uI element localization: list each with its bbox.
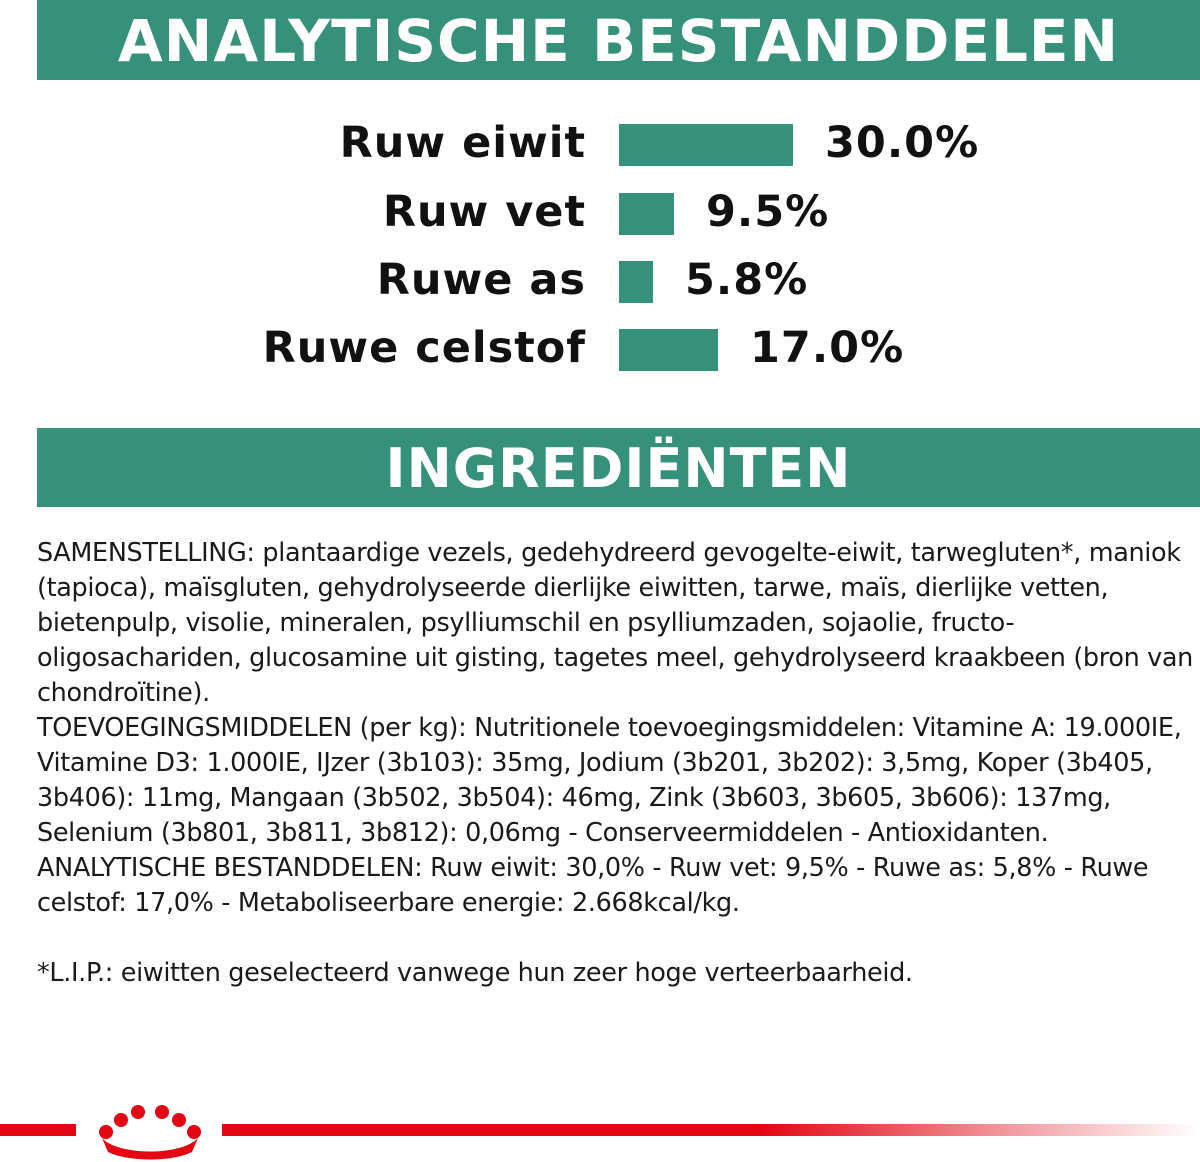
analysis-row-ruw-vet	[0, 187, 1200, 247]
analysis-row-ruwe-as	[0, 255, 1200, 315]
analysis-label: Ruw vet	[382, 187, 586, 237]
footnote: *L.I.P.: eiwitten geselecteerd vanwege hun zeer hoge verteerbaarheid.	[37, 958, 913, 988]
ingredients-text	[37, 536, 1197, 991]
footer-red-line-right	[222, 1124, 1200, 1136]
analysis-value: 17.0%	[750, 323, 905, 373]
analysis-row-ruw-eiwit	[0, 118, 1200, 178]
royal-canin-crown-icon	[88, 1098, 212, 1162]
composition-paragraph: SAMENSTELLING: plantaardige vezels, gedehydreerd gevogelte-eiwit, tarwegluten*, maniok (tapioca), maïsgluten, gehydrolyseerde dierlijke eiwitten, tarwe, maïs, dierlijke vetten, bietenpulp, visolie, mineralen, psylliumschil en psylliumzaden, sojaolie, fructo-oligosachariden, glucosamine uit gisting, tagetes meel, gehydrolyseerd kraakbeen (bron van chondroïtine).	[37, 538, 1193, 708]
footer-red-line-left	[0, 1124, 76, 1136]
ingredients-banner	[37, 428, 1200, 507]
analysis-label: Ruwe as	[376, 255, 586, 305]
analysis-value: 5.8%	[685, 255, 809, 305]
analysis-bar	[619, 261, 653, 303]
analysis-title: ANALYTISCHE BESTANDDELEN	[117, 7, 1120, 75]
analysis-value: 30.0%	[825, 118, 980, 168]
paragraph-spacer	[37, 921, 1197, 956]
analysis-bar	[619, 193, 674, 235]
analysis-paragraph: ANALYTISCHE BESTANDDELEN: Ruw eiwit: 30,0% - Ruw vet: 9,5% - Ruwe as: 5,8% - Ruwe celstof: 17,0% - Metaboliseerbare energie: 2.668kcal/kg.	[37, 853, 1149, 918]
analysis-banner	[37, 0, 1200, 80]
analysis-value: 9.5%	[706, 187, 830, 237]
ingredients-title: INGREDIËNTEN	[385, 437, 852, 500]
analysis-bar	[619, 329, 718, 371]
analysis-row-ruwe-celstof	[0, 323, 1200, 383]
analysis-label: Ruwe celstof	[262, 323, 586, 373]
additives-paragraph: TOEVOEGINGSMIDDELEN (per kg): Nutritionele toevoegingsmiddelen: Vitamine A: 19.000IE, Vitamine D3: 1.000IE, IJzer (3b103): 35mg, Jodium (3b201, 3b202): 3,5mg, Koper (3b405, 3b406): 11mg, Mangaan (3b502, 3b504): 46mg, Zink (3b603, 3b605, 3b606): 137mg, Selenium (3b801, 3b811, 3b812): 0,06mg - Conserveermiddelen - Antioxidanten.	[37, 713, 1182, 848]
analysis-bar	[619, 124, 793, 166]
analysis-label: Ruw eiwit	[339, 118, 586, 168]
